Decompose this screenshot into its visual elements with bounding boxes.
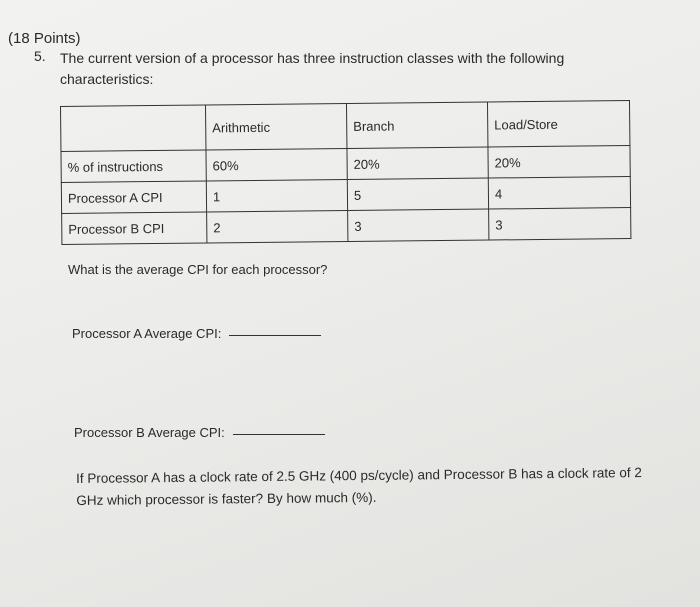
clock-rate-question: If Processor A has a clock rate of 2.5 GHz (400 ps/cycle) and Processor B has a clock rate of 2 GHz which processor is faster? By how much (%). xyxy=(76,465,642,508)
processor-a-answer-line xyxy=(72,326,321,341)
processor-b-answer-line xyxy=(74,425,325,440)
instruction-class-table xyxy=(60,100,631,245)
table-cell: 20% xyxy=(347,147,488,179)
table-cell: 5 xyxy=(347,178,488,210)
question-number: 5. xyxy=(34,48,46,64)
table-cell: 60% xyxy=(206,148,347,180)
table-cell: 4 xyxy=(488,177,630,209)
table-cell: 3 xyxy=(348,209,489,241)
table-header-cell xyxy=(61,105,206,152)
table-cell: 20% xyxy=(488,146,630,178)
average-cpi-question: What is the average CPI for each processor? xyxy=(68,262,328,277)
question-text: The current version of a processor has three instruction classes with the following characteristics: xyxy=(60,50,565,87)
points-label: (18 Points) xyxy=(8,30,81,47)
table-header-cell: Load/Store xyxy=(487,101,629,147)
processor-a-answer-label: Processor A Average CPI: xyxy=(72,326,222,341)
row-label: Processor A CPI xyxy=(61,181,206,214)
table-header-row xyxy=(61,101,630,152)
table-cell: 1 xyxy=(206,179,347,211)
table-row xyxy=(62,208,631,245)
processor-a-answer-blank xyxy=(229,335,321,336)
table-cell: 2 xyxy=(207,210,348,242)
table-header-cell: Branch xyxy=(346,102,487,148)
table-header-cell: Arithmetic xyxy=(205,103,346,149)
row-label: % of instructions xyxy=(61,150,206,183)
table-cell: 3 xyxy=(489,208,631,240)
processor-b-answer-blank xyxy=(233,434,325,435)
processor-b-answer-label: Processor B Average CPI: xyxy=(74,425,225,440)
row-label: Processor B CPI xyxy=(62,212,207,245)
